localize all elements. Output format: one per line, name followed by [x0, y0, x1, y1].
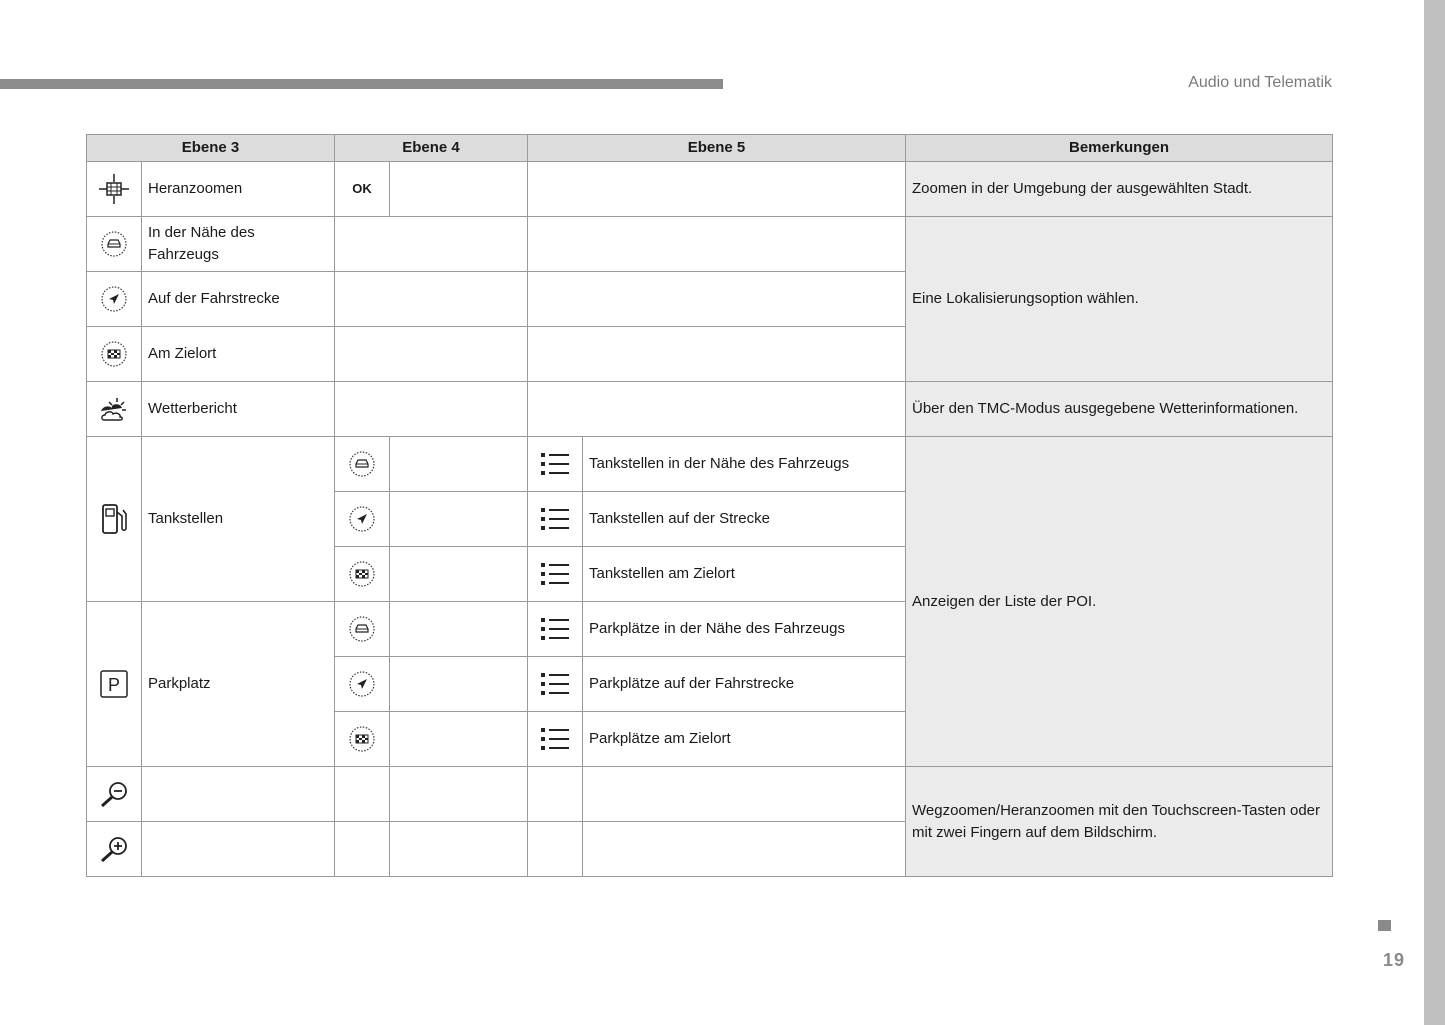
section-title: Audio und Telematik [1188, 74, 1332, 91]
navigation-arrow-icon [335, 657, 390, 712]
header-ebene5: Ebene 5 [528, 135, 906, 162]
row-label: Am Zielort [142, 327, 335, 382]
ok-label: OK [335, 162, 390, 217]
page-marker [1378, 920, 1391, 931]
table-row [87, 217, 1333, 272]
row-label: Auf der Fahrstrecke [142, 272, 335, 327]
item-label: Parkplätze auf der Fahrstrecke [583, 657, 906, 712]
remark: Anzeigen der Liste der POI. [906, 437, 1333, 767]
row-label: Parkplatz [142, 602, 335, 767]
checkered-flag-icon [335, 712, 390, 767]
item-label: Tankstellen auf der Strecke [583, 492, 906, 547]
table-row [87, 767, 1333, 822]
weather-icon [87, 382, 142, 437]
item-label: Parkplätze in der Nähe des Fahrzeugs [583, 602, 906, 657]
list-icon [528, 657, 583, 712]
remark: Zoomen in der Umgebung der ausgewählten Stadt. [906, 162, 1333, 217]
navigation-arrow-icon [335, 492, 390, 547]
svg-text:P: P [107, 675, 121, 695]
checkered-flag-icon [335, 547, 390, 602]
car-circle-icon [335, 437, 390, 492]
row-label: In der Nähe des Fahrzeugs [142, 217, 335, 272]
remark: Wegzoomen/Heranzoomen mit den Touchscreen-Tasten oder mit zwei Fingern auf dem Bildschirm. [906, 767, 1333, 877]
fuel-pump-icon [87, 437, 142, 602]
header-remarks: Bemerkungen [906, 135, 1333, 162]
table-row [87, 382, 1333, 437]
header-ebene3: Ebene 3 [87, 135, 335, 162]
car-circle-icon [87, 217, 142, 272]
item-label: Tankstellen in der Nähe des Fahrzeugs [583, 437, 906, 492]
item-label: Tankstellen am Zielort [583, 547, 906, 602]
page-edge-strip [1424, 0, 1445, 1025]
table-row [87, 162, 1333, 217]
parking-icon [87, 602, 142, 767]
table-row [87, 437, 1333, 492]
list-icon [528, 547, 583, 602]
menu-table [86, 134, 1333, 877]
row-label: Tankstellen [142, 437, 335, 602]
header-bar [0, 79, 723, 89]
map-zoom-icon [87, 162, 142, 217]
car-circle-icon [335, 602, 390, 657]
table-header-row [87, 135, 1333, 162]
item-label: Parkplätze am Zielort [583, 712, 906, 767]
checkered-flag-icon [87, 327, 142, 382]
list-icon [528, 492, 583, 547]
list-icon [528, 437, 583, 492]
list-icon [528, 602, 583, 657]
header-ebene4: Ebene 4 [335, 135, 528, 162]
navigation-arrow-icon [87, 272, 142, 327]
row-label: Wetterbericht [142, 382, 335, 437]
remark: Eine Lokalisierungsoption wählen. [906, 217, 1333, 382]
page-number: 19 [1383, 950, 1406, 970]
zoom-out-icon [87, 767, 142, 822]
remark: Über den TMC-Modus ausgegebene Wetterinformationen. [906, 382, 1333, 437]
list-icon [528, 712, 583, 767]
zoom-in-icon [87, 822, 142, 877]
row-label: Heranzoomen [142, 162, 335, 217]
